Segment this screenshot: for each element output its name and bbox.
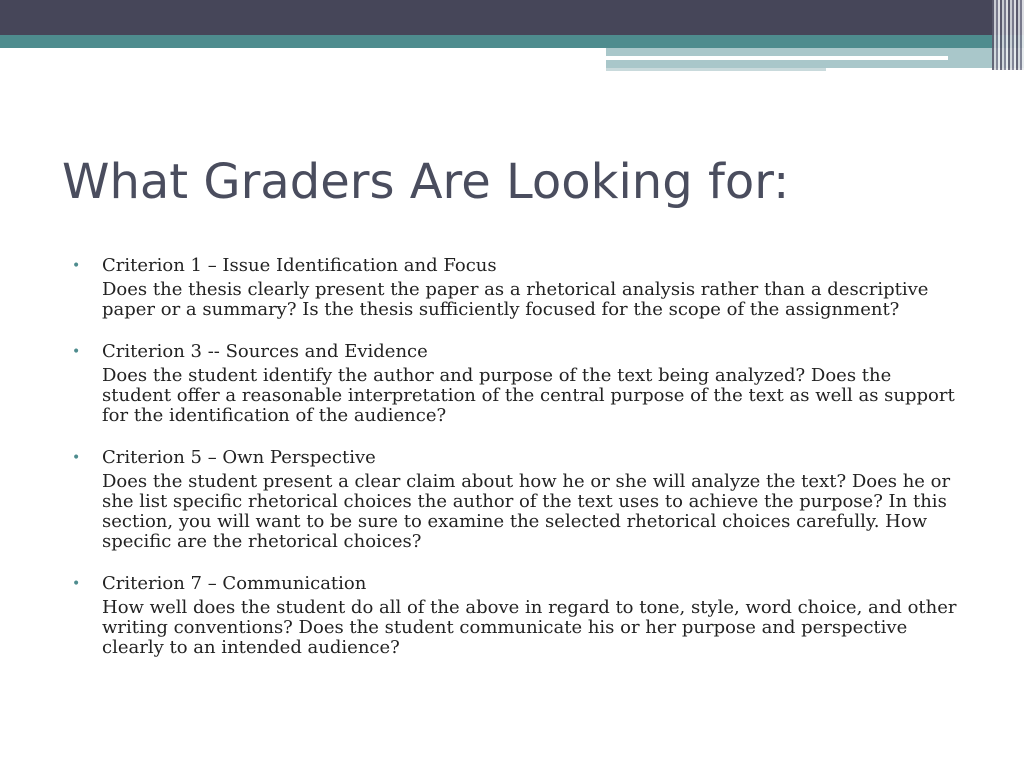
header-teal-band — [0, 35, 1024, 48]
criterion-heading-text: Criterion 1 – Issue Identification and Focus — [102, 255, 497, 276]
criterion-item — [70, 572, 960, 658]
criterion-heading — [70, 572, 960, 596]
criterion-item — [70, 254, 960, 320]
criterion-heading — [70, 254, 960, 278]
criterion-description: How well does the student do all of the above in regard to tone, style, word choice, and other writing conventions? Does the student communicate his or her purpose and perspective clearly to an intended audience? — [102, 597, 957, 658]
criterion-heading — [70, 446, 960, 470]
criterion-heading-text: Criterion 3 -- Sources and Evidence — [102, 341, 428, 362]
criterion-item — [70, 446, 960, 552]
bullet-icon: • — [72, 258, 81, 274]
header-dark-band — [0, 0, 1024, 35]
slide-title: What Graders Are Looking for: — [62, 154, 790, 210]
bullet-icon: • — [72, 344, 81, 360]
bullet-icon: • — [72, 576, 81, 592]
criterion-description: Does the student present a clear claim about how he or she will analyze the text? Does he or she list specific rhetorical choices the author of the text uses to achieve the purpose? In this section, you will want to be sure to examine the selected rhetorical choices carefully. How specific are the rhetorical choices? — [102, 471, 951, 552]
criteria-list — [70, 254, 960, 678]
criterion-heading — [70, 340, 960, 364]
criterion-heading-text: Criterion 5 – Own Perspective — [102, 447, 376, 468]
criterion-item — [70, 340, 960, 426]
criterion-description: Does the student identify the author and purpose of the text being analyzed? Does the student offer a reasonable interpretation of the central purpose of the text as well as support for the identification of the audience? — [102, 365, 955, 426]
header-light-line — [606, 68, 826, 71]
criterion-description: Does the thesis clearly present the paper as a rhetorical analysis rather than a descriptive paper or a summary? Is the thesis sufficiently focused for the scope of the assignment? — [102, 279, 929, 320]
header-stripes-decoration — [992, 0, 1024, 70]
bullet-icon: • — [72, 450, 81, 466]
criterion-heading-text: Criterion 7 – Communication — [102, 573, 367, 594]
header-white-line — [606, 56, 948, 60]
